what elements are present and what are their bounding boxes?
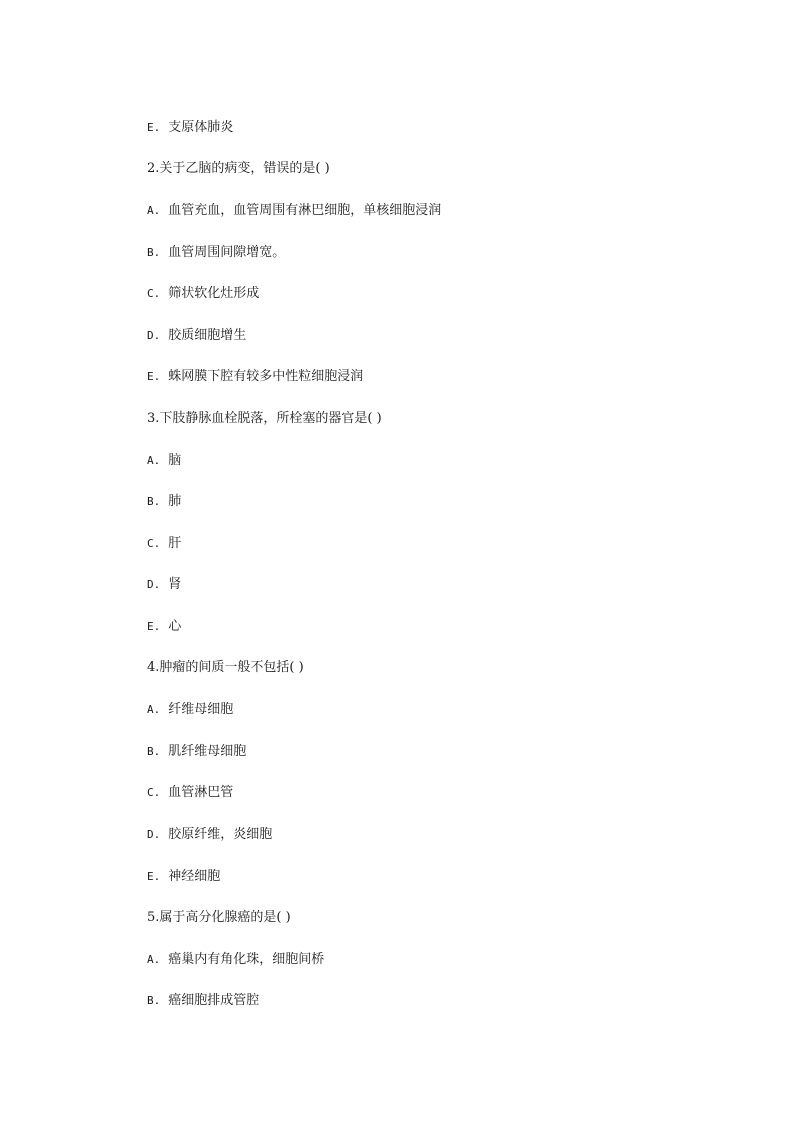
- question-4: [147, 660, 304, 676]
- option-b-q4: [147, 744, 246, 760]
- option-label: B.: [147, 495, 161, 508]
- question-text: 2.关于乙脑的病变，错误的是( ): [147, 161, 330, 176]
- option-label: A.: [147, 703, 161, 716]
- option-a-q4: [147, 702, 233, 718]
- option-label: D.: [147, 828, 161, 841]
- option-label: A.: [147, 953, 161, 966]
- option-b-q2: [147, 245, 285, 261]
- option-label: B.: [147, 994, 161, 1007]
- option-b-q5: [147, 993, 259, 1009]
- question-3: [147, 411, 382, 427]
- option-text: 血管周围间隙增宽。: [168, 245, 286, 260]
- question-5: [147, 910, 291, 926]
- option-text: 肝: [168, 536, 182, 551]
- option-a-q2: [147, 203, 441, 219]
- option-text: 蛛网膜下腔有较多中性粒细胞浸润: [168, 369, 364, 384]
- option-text: 神经细胞: [168, 869, 221, 884]
- option-text: 肌纤维母细胞: [168, 744, 247, 759]
- option-text: 筛状软化灶形成: [168, 286, 260, 301]
- option-text: 脑: [168, 453, 182, 468]
- option-b-q3: [147, 494, 181, 510]
- option-a-q5: [147, 952, 324, 968]
- option-text: 肾: [168, 577, 182, 592]
- option-label: A.: [147, 204, 161, 217]
- option-text: 纤维母细胞: [168, 702, 234, 717]
- option-label: E.: [147, 370, 161, 383]
- option-e-q4: [147, 869, 220, 885]
- question-text: 3.下肢静脉血栓脱落，所栓塞的器官是( ): [147, 411, 382, 426]
- option-label: E.: [147, 121, 161, 134]
- option-c-q3: [147, 536, 181, 552]
- option-e-q3: [147, 619, 181, 635]
- option-text: 血管充血，血管周围有淋巴细胞，单核细胞浸润: [168, 203, 442, 218]
- option-label: E.: [147, 870, 161, 883]
- option-text: 胶原纤维，炎细胞: [168, 827, 273, 842]
- option-e-q2: [147, 369, 363, 385]
- option-text: 胶质细胞增生: [168, 328, 247, 343]
- question-text: 4.肿瘤的间质一般不包括( ): [147, 660, 304, 675]
- option-c-q2: [147, 286, 259, 302]
- option-label: C.: [147, 287, 161, 300]
- option-label: C.: [147, 786, 161, 799]
- option-label: A.: [147, 454, 161, 467]
- option-d-q2: [147, 328, 246, 344]
- option-text: 支原体肺炎: [168, 120, 234, 135]
- option-d-q4: [147, 827, 272, 843]
- option-label: B.: [147, 246, 161, 259]
- option-text: 肺: [168, 494, 182, 509]
- option-a-q3: [147, 453, 181, 469]
- option-text: 癌细胞排成管腔: [168, 993, 260, 1008]
- option-label: D.: [147, 329, 161, 342]
- option-c-q4: [147, 785, 233, 801]
- option-text: 癌巢内有角化珠，细胞间桥: [168, 952, 325, 967]
- option-text: 血管淋巴管: [168, 785, 234, 800]
- question-2: [147, 161, 330, 177]
- option-label: C.: [147, 537, 161, 550]
- question-text: 5.属于高分化腺癌的是( ): [147, 910, 291, 925]
- option-label: E.: [147, 620, 161, 633]
- option-e-q1: [147, 120, 233, 136]
- option-text: 心: [168, 619, 182, 634]
- option-label: D.: [147, 578, 161, 591]
- option-d-q3: [147, 577, 181, 593]
- option-label: B.: [147, 745, 161, 758]
